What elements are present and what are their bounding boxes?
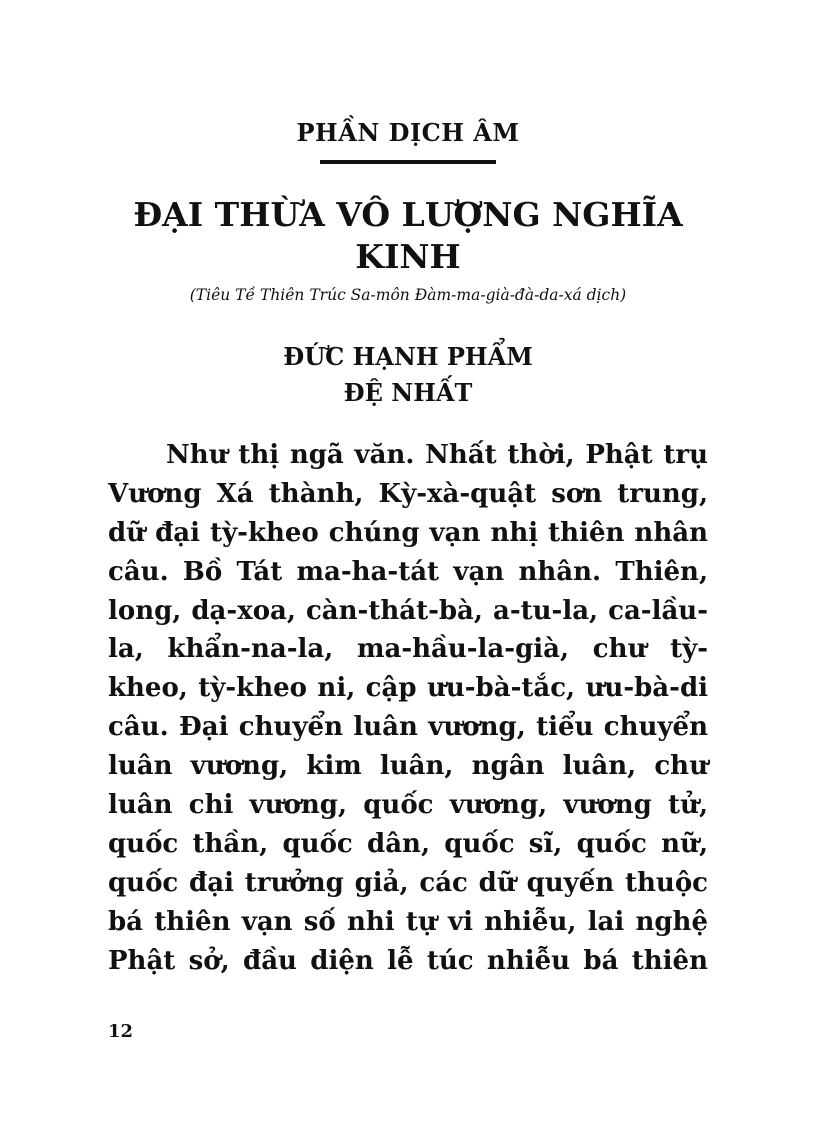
translator-credit: (Tiêu Tề Thiên Trúc Sa-môn Đàm-ma-già-đà-da-xá dịch) [189,286,627,304]
chapter-heading [0,339,816,411]
main-title-line-2: KINH [355,237,461,276]
page-number: 12 [108,1021,134,1042]
body-line: luân vương, kim luân, ngân luân, chư [108,751,708,782]
body-line: bá thiên vạn số nhi tự vi nhiễu, lai nghệ [108,906,708,937]
body-line: kheo, tỳ-kheo ni, cập ưu-bà-tắc, ưu-bà-di [108,673,708,704]
body-line: long, dạ-xoa, càn-thát-bà, a-tu-la, ca-lầu- [108,595,708,626]
body-line: quốc thần, quốc dân, quốc sĩ, quốc nữ, [108,828,708,859]
body-line: Phật sở, đầu diện lễ túc nhiễu bá thiên [108,945,708,976]
body-line: Như thị ngã văn. Nhất thời, Phật trụ [166,440,708,470]
chapter-heading-line-2: ĐỆ NHẤT [343,378,473,407]
main-title [0,194,816,278]
body-line: Vương Xá thành, Kỳ-xà-quật sơn trung, [108,478,708,509]
body-line: luân chi vương, quốc vương, vương tử, [108,790,708,821]
body-text [108,436,708,980]
body-line: câu. Bồ Tát ma-ha-tát vạn nhân. Thiên, [108,556,708,587]
chapter-heading-line-1: ĐỨC HẠNH PHẨM [283,342,533,371]
body-line: quốc đại trưởng giả, các dữ quyến thuộc [108,867,708,898]
main-title-line-1: ĐẠI THỪA VÔ LƯỢNG NGHĨA [133,195,683,234]
title-underline [320,160,496,164]
section-title: PHẦN DỊCH ÂM [296,118,520,147]
body-line: dữ đại tỳ-kheo chúng vạn nhị thiên nhân [108,517,708,548]
body-line: câu. Đại chuyển luân vương, tiểu chuyển [108,712,708,743]
body-line: la, khẩn-na-la, ma-hầu-la-già, chư tỳ- [108,634,708,665]
